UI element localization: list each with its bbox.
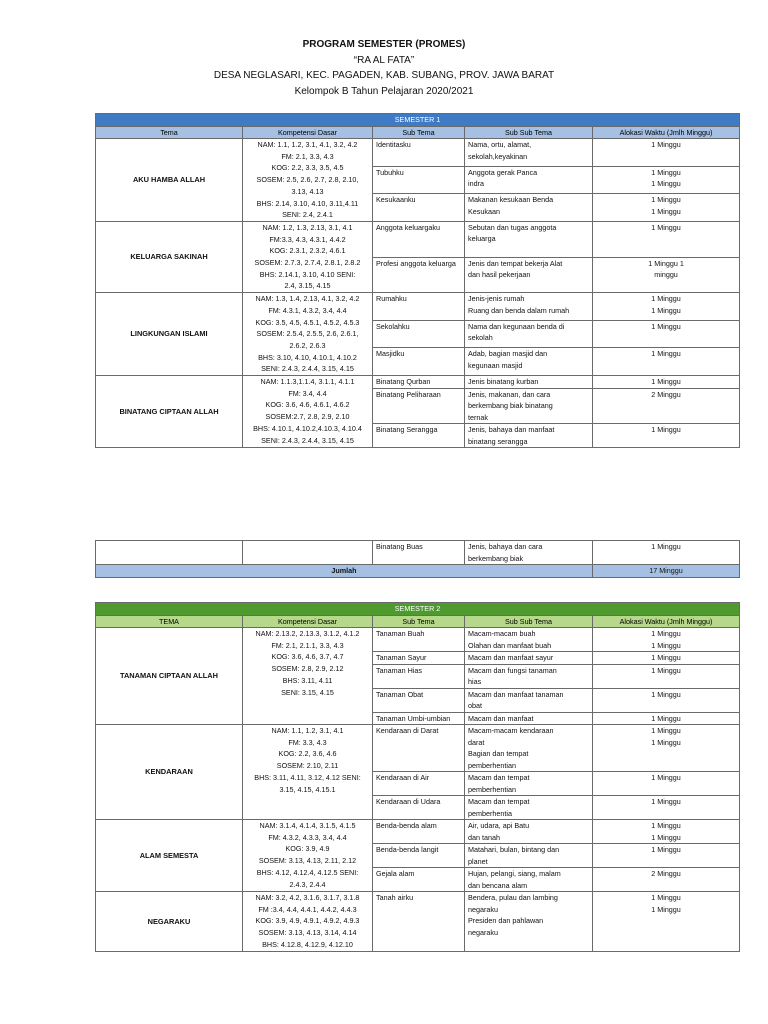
competency-list-line: BHS: 3.11, 4.11 <box>282 675 333 685</box>
sub-sub-theme-line: Nama dan kegunaan benda di <box>468 321 565 331</box>
sub-sub-theme <box>465 868 593 892</box>
semester-1-continuation-table <box>95 540 740 578</box>
sub-theme: Sekolahku <box>373 320 465 348</box>
competency-list-line: SENI: 2.4.3, 2.4.4, 3.15, 4.15 <box>261 435 354 445</box>
time-allocation <box>593 139 740 167</box>
sub-sub-theme-line: dan bencana alam <box>468 880 528 890</box>
theme-name: KENDARAAN <box>96 725 243 820</box>
sub-sub-theme-line: Jenis, bahaya dan manfaat <box>468 425 555 435</box>
sub-theme: Binatang Peliharaan <box>373 388 465 424</box>
sub-sub-theme-line: berkembang biak <box>468 553 524 563</box>
semester-1-band: SEMESTER 1 <box>96 114 740 127</box>
time-allocation-line: 1 Minggu <box>651 629 681 638</box>
time-allocation-line: 1 Minggu <box>651 195 681 205</box>
time-allocation-line: 2 Minggu <box>651 869 681 878</box>
sub-sub-theme-line: Nama, ortu, alamat, <box>468 140 532 149</box>
competency-list-line: SOSEM: 2.5.4, 2.5.5, 2.6, 2.6.1, <box>256 329 359 339</box>
time-allocation <box>593 376 740 389</box>
sub-sub-theme-line: Presiden dan pahlawan <box>468 916 544 925</box>
column-header: Sub Tema <box>373 126 465 139</box>
sub-sub-theme <box>465 725 593 772</box>
competency-list-empty <box>243 541 373 565</box>
column-header: Kompetensi Dasar <box>243 615 373 628</box>
sub-sub-theme-line: Jenis-jenis rumah <box>468 294 525 304</box>
sub-sub-theme <box>465 376 593 389</box>
competency-list-line: 2.6.2, 2.6.3 <box>289 340 326 350</box>
competency-list-line: NAM: 2.13.2, 2.13.3, 3.1.2, 4.1.2 <box>255 629 360 638</box>
time-allocation <box>593 320 740 348</box>
time-allocation <box>593 688 740 712</box>
sub-sub-theme <box>465 664 593 688</box>
sub-sub-theme-line: sekolah,keyakinan <box>468 151 528 161</box>
document-header <box>0 37 768 99</box>
time-allocation <box>593 257 740 293</box>
sub-sub-theme <box>465 688 593 712</box>
time-allocation-line: 1 Minggu <box>651 349 681 359</box>
time-allocation-line: 1 Minggu <box>651 206 681 216</box>
time-allocation-line: 1 Minggu <box>651 713 681 723</box>
sub-theme: Masjidku <box>373 348 465 376</box>
table-row <box>96 725 740 772</box>
table-row <box>96 820 740 844</box>
competency-list-line: KOG: 3.9, 4.9, 4.9.1, 4.9.2, 4.9.3 <box>255 916 360 926</box>
sub-sub-theme-line: planet <box>468 856 488 866</box>
sub-theme: Benda-benda langit <box>373 844 465 868</box>
competency-list-line: FM: 4.3.1, 4.3.2, 3.4, 4.4 <box>268 305 347 315</box>
competency-list-line: NAM: 3.1.4, 4.1.4, 3.1.5, 4.1.5 <box>259 821 356 830</box>
time-allocation-line: 1 Minggu <box>651 737 681 747</box>
competency-list-line: BHS: 2.14, 3.10, 4.10, 3.11,4.11 <box>256 198 359 208</box>
column-header: Sub Sub Tema <box>465 615 593 628</box>
competency-list-line: FM: 3.4, 4.4 <box>288 388 327 398</box>
theme-name: KELUARGA SAKINAH <box>96 221 243 292</box>
time-allocation-line: 1 Minggu <box>651 665 681 675</box>
time-allocation-line: 1 Minggu <box>651 140 681 149</box>
competency-list-line: BHS: 2.14.1, 3.10, 4.10 SENI: <box>259 269 356 279</box>
time-allocation <box>593 868 740 892</box>
sub-sub-theme-line: Air, udara, api Batu <box>468 821 530 830</box>
time-allocation <box>593 844 740 868</box>
competency-list-line: SOSEM: 2.8, 2.9, 2.12 <box>271 664 344 674</box>
column-header: Sub Sub Tema <box>465 126 593 139</box>
competency-list <box>243 892 373 952</box>
sub-theme: Tubuhku <box>373 166 465 194</box>
time-allocation <box>593 194 740 222</box>
semester-2-table <box>95 602 740 952</box>
time-allocation-line: minggu <box>654 270 678 280</box>
time-allocation-line: 2 Minggu <box>651 389 681 399</box>
sub-sub-theme <box>465 293 593 321</box>
sub-sub-theme-line: Sebutan dan tugas anggota <box>468 222 557 232</box>
sub-theme: Tanaman Umbi-umbian <box>373 712 465 725</box>
sub-sub-theme <box>465 320 593 348</box>
time-allocation <box>593 892 740 952</box>
sub-sub-theme <box>465 348 593 376</box>
time-allocation <box>593 388 740 424</box>
theme-name: AKU HAMBA ALLAH <box>96 139 243 222</box>
table-row <box>96 293 740 321</box>
sub-theme: Kendaraan di Darat <box>373 725 465 772</box>
sub-sub-theme-line: obat <box>468 701 482 710</box>
sub-sub-theme-line: Hujan, pelangi, siang, malam <box>468 869 561 878</box>
sub-theme: Binatang Buas <box>373 541 465 565</box>
sub-sub-theme-line: pemberhentian <box>468 784 516 794</box>
time-allocation <box>593 712 740 725</box>
time-allocation-line: 1 Minggu <box>651 797 681 806</box>
sub-sub-theme <box>465 194 593 222</box>
sub-sub-theme <box>465 772 593 796</box>
time-allocation-line: 1 Minggu <box>651 821 681 830</box>
sub-sub-theme-line: Macam dan tempat <box>468 797 530 806</box>
total-value: 17 Minggu <box>593 565 740 578</box>
sub-theme: Benda-benda alam <box>373 820 465 844</box>
time-allocation-line: 1 Minggu <box>651 425 681 435</box>
sub-theme: Kesukaanku <box>373 194 465 222</box>
competency-list-line: BHS: 3.11, 4.11, 3.12, 4.12 SENI: <box>254 772 361 782</box>
theme-name: NEGARAKU <box>96 892 243 952</box>
time-allocation <box>593 820 740 844</box>
sub-theme: Kendaraan di Udara <box>373 796 465 820</box>
competency-list-line: 2.4.3, 2.4.4 <box>289 879 326 889</box>
total-row <box>96 565 740 578</box>
sub-theme: Tanaman Buah <box>373 628 465 652</box>
time-allocation <box>593 664 740 688</box>
competency-list-line: KOG: 2.3.1, 2.3.2, 4.6.1 <box>269 246 346 256</box>
time-allocation-line: 1 Minggu <box>651 689 681 699</box>
competency-list-line: SENI: 2.4, 2.4.1 <box>282 210 333 220</box>
sub-sub-theme <box>465 221 593 257</box>
column-header: Kompetensi Dasar <box>243 126 373 139</box>
competency-list-line: BHS: 4.10.1, 4.10.2,4.10.3, 4.10.4 <box>253 423 362 433</box>
sub-sub-theme-line: negaraku <box>468 904 498 914</box>
competency-list-line: NAM: 1.1, 1.2, 3.1, 4.1, 3.2, 4.2 <box>257 140 358 149</box>
sub-theme: Identitasku <box>373 139 465 167</box>
sub-theme: Tanah airku <box>373 892 465 952</box>
competency-list <box>243 376 373 448</box>
competency-list-line: KOG: 3.9, 4.9 <box>285 844 330 854</box>
time-allocation-line: 1 Minggu <box>651 893 681 902</box>
time-allocation-line: 1 Minggu <box>651 321 681 331</box>
sub-theme: Tanaman Sayur <box>373 652 465 665</box>
table-row <box>96 541 740 565</box>
theme-name: LINGKUNGAN ISLAMI <box>96 293 243 376</box>
time-allocation-line: 1 Minggu <box>651 179 681 189</box>
competency-list <box>243 725 373 820</box>
sub-sub-theme-line: Jenis binatang kurban <box>468 377 539 387</box>
column-header: Alokasi Waktu (Jmlh Minggu) <box>593 126 740 139</box>
sub-sub-theme <box>465 541 593 565</box>
sub-sub-theme-line: Macam-macam buah <box>468 629 536 638</box>
sub-sub-theme-line: Macam dan manfaat sayur <box>468 653 554 662</box>
time-allocation <box>593 293 740 321</box>
time-allocation-line: 1 Minggu <box>651 222 681 232</box>
competency-list-line: NAM: 1.2, 1.3, 2.13, 3.1, 4.1 <box>262 222 353 232</box>
sub-sub-theme <box>465 820 593 844</box>
sub-sub-theme-line: Macam dan fungsi tanaman <box>468 665 557 675</box>
competency-list-line: SOSEM: 3.13, 4.13, 3.14, 4.14 <box>258 928 357 938</box>
competency-list-line: SOSEM: 2.10, 2.11 <box>276 761 339 771</box>
sub-sub-theme <box>465 712 593 725</box>
sub-theme: Gejala alam <box>373 868 465 892</box>
sub-sub-theme-line: Bendera, pulau dan lambing <box>468 893 558 902</box>
time-allocation <box>593 348 740 376</box>
competency-list-line: SENI: 3.15, 4.15 <box>281 687 334 697</box>
sub-sub-theme-line: dan hasil pekerjaan <box>468 270 531 280</box>
competency-list-line: BHS: 3.10, 4.10, 4.10.1, 4.10.2 <box>258 352 357 362</box>
theme-name: TANAMAN CIPTAAN ALLAH <box>96 628 243 725</box>
competency-list-line: BHS: 4.12, 4.12.4, 4.12.5 SENI: <box>256 867 359 877</box>
sub-sub-theme-line: Jenis, bahaya dan cara <box>468 542 543 551</box>
time-allocation <box>593 796 740 820</box>
time-allocation-line: 1 Minggu <box>651 305 681 315</box>
time-allocation-line: 1 Minggu <box>651 653 681 662</box>
sub-sub-theme <box>465 257 593 293</box>
competency-list-line: NAM: 1.1, 1.2, 3.1, 4.1 <box>271 726 344 735</box>
sub-sub-theme-line: Macam dan manfaat <box>468 713 534 723</box>
competency-list-line: FM: 4.3.2, 4.3.3, 3.4, 4.4 <box>268 832 347 842</box>
table-row <box>96 221 740 257</box>
competency-list-line: FM: 2.1, 3.3, 4.3 <box>281 151 334 161</box>
sub-sub-theme-line: Makanan kesukaan Benda <box>468 195 554 205</box>
column-header: Tema <box>96 126 243 139</box>
competency-list-line: SOSEM: 2.7.3, 2.7.4, 2.8.1, 2.8.2 <box>254 258 361 268</box>
competency-list <box>243 293 373 376</box>
sub-sub-theme <box>465 652 593 665</box>
sub-theme: Binatang Qurban <box>373 376 465 389</box>
time-allocation <box>593 652 740 665</box>
time-allocation-line: 1 Minggu <box>651 773 681 782</box>
time-allocation-line: 1 Minggu <box>651 640 681 650</box>
time-allocation-line: 1 Minggu <box>651 294 681 304</box>
sub-theme: Tanaman Hias <box>373 664 465 688</box>
sub-sub-theme-line: Bagian dan tempat <box>468 749 529 758</box>
time-allocation <box>593 628 740 652</box>
competency-list <box>243 820 373 892</box>
school-address: DESA NEGLASARI, KEC. PAGADEN, KAB. SUBANG, PROV. JAWA BARAT <box>213 70 555 81</box>
competency-list-line: 2.4, 3.15, 4.15 <box>284 281 331 291</box>
time-allocation-line: 1 Minggu <box>651 542 681 551</box>
semester-1-table <box>95 113 740 448</box>
competency-list <box>243 628 373 725</box>
table-row <box>96 892 740 952</box>
sub-theme: Tanaman Obat <box>373 688 465 712</box>
class-year: Kelompok B Tahun Pelajaran 2020/2021 <box>294 85 474 97</box>
table-row <box>96 139 740 167</box>
time-allocation <box>593 166 740 194</box>
sub-sub-theme <box>465 424 593 448</box>
sub-sub-theme-line: Matahari, bulan, bintang dan <box>468 845 560 854</box>
sub-sub-theme <box>465 139 593 167</box>
competency-list-line: FM :3.4, 4.4, 4.4.1, 4.4.2, 4.4.3 <box>258 904 357 914</box>
time-allocation-line: 1 Minggu <box>651 377 681 387</box>
sub-sub-theme <box>465 892 593 952</box>
theme-name: BINATANG CIPTAAN ALLAH <box>96 376 243 448</box>
sub-sub-theme <box>465 844 593 868</box>
sub-sub-theme-line: indra <box>468 179 484 189</box>
competency-list-line: SOSEM: 2.5, 2.6, 2.7, 2.8, 2.10, <box>256 175 359 185</box>
competency-list-line: 3.13, 4.13 <box>291 186 324 196</box>
competency-list-line: FM: 3.3, 4.3 <box>288 737 327 747</box>
competency-list-line: KOG: 2.2, 3.3, 3.5, 4.5 <box>271 163 344 173</box>
time-allocation-line: 1 Minggu 1 <box>648 258 684 268</box>
sub-sub-theme-line: Macam-macam kendaraan <box>468 726 554 735</box>
table-row <box>96 628 740 652</box>
sub-sub-theme-line: ternak <box>468 412 488 422</box>
competency-list-line: FM: 2.1, 2.1.1, 3.3, 4.3 <box>271 640 344 650</box>
sub-theme: Profesi anggota keluarga <box>373 257 465 293</box>
sub-sub-theme <box>465 796 593 820</box>
competency-list-line: FM:3.3, 4.3, 4.3.1, 4.4.2 <box>269 234 346 244</box>
document-title: PROGRAM SEMESTER (PROMES) <box>302 39 466 50</box>
time-allocation <box>593 541 740 565</box>
sub-theme: Anggota keluargaku <box>373 221 465 257</box>
sub-sub-theme-line: keluarga <box>468 234 496 244</box>
competency-list <box>243 139 373 222</box>
sub-sub-theme-line: hias <box>468 677 482 686</box>
competency-list-line: NAM: 3.2, 4.2, 3.1.6, 3.1.7, 3.1.8 <box>255 893 360 902</box>
sub-theme: Kendaraan di Air <box>373 772 465 796</box>
competency-list-line: NAM: 1.1.3,1.1.4, 3.1.1, 4.1.1 <box>260 377 355 387</box>
sub-sub-theme <box>465 628 593 652</box>
column-header: Sub Tema <box>373 615 465 628</box>
competency-list <box>243 221 373 292</box>
time-allocation-line: 1 Minggu <box>651 845 681 854</box>
time-allocation <box>593 424 740 448</box>
sub-sub-theme-line: negaraku <box>468 927 498 937</box>
time-allocation-line: 1 Minggu <box>651 832 681 842</box>
sub-sub-theme-line: binatang serangga <box>468 436 528 446</box>
sub-sub-theme-line: Macam dan tempat <box>468 773 530 782</box>
time-allocation-line: 1 Minggu <box>651 726 681 735</box>
time-allocation-line: 1 Minggu <box>651 904 681 914</box>
sub-sub-theme-line: kegunaan masjid <box>468 360 523 370</box>
sub-sub-theme-line: Jenis dan tempat bekerja Alat <box>468 258 563 268</box>
theme-name-empty <box>96 541 243 565</box>
sub-sub-theme-line: dan tanah <box>468 832 500 842</box>
sub-theme: Rumahku <box>373 293 465 321</box>
competency-list-line: 3.15, 4.15, 4.15.1 <box>279 784 336 794</box>
sub-sub-theme-line: Ruang dan benda dalam rumah <box>468 305 570 315</box>
competency-list-line: KOG: 3.6, 4.6, 4.6.1, 4.6.2 <box>265 400 350 410</box>
column-header: Alokasi Waktu (Jmlh Minggu) <box>593 615 740 628</box>
sub-sub-theme-line: pemberhentian <box>468 760 516 770</box>
table-row <box>96 376 740 389</box>
sub-sub-theme-line: Jenis, makanan, dan cara <box>468 389 551 399</box>
time-allocation <box>593 221 740 257</box>
sub-sub-theme-line: darat <box>468 737 485 747</box>
total-label: Jumlah <box>96 565 593 578</box>
competency-list-line: KOG: 3.5, 4.5, 4.5.1, 4.5.2, 4.5.3 <box>255 317 360 327</box>
competency-list-line: KOG: 2.2, 3.6, 4.6 <box>278 749 337 759</box>
sub-sub-theme-line: Adab, bagian masjid dan <box>468 349 548 359</box>
competency-list-line: BHS: 4.12.8, 4.12.9, 4.12.10 <box>262 939 353 949</box>
competency-list-line: SOSEM:2.7, 2.8, 2.9, 2.10 <box>265 412 350 422</box>
school-name: “RA AL FATA” <box>353 54 415 66</box>
sub-sub-theme-line: berkembang biak binatang <box>468 401 553 411</box>
time-allocation <box>593 772 740 796</box>
sub-theme: Binatang Serangga <box>373 424 465 448</box>
time-allocation-line: 1 Minggu <box>651 167 681 177</box>
competency-list-line: KOG: 3.6, 4.6, 3.7, 4.7 <box>271 652 344 662</box>
sub-sub-theme-line: Kesukaan <box>468 206 500 216</box>
sub-sub-theme <box>465 166 593 194</box>
sub-sub-theme-line: Olahan dan manfaat buah <box>468 640 552 650</box>
sub-sub-theme-line: Macam dan manfaat tanaman <box>468 689 564 699</box>
time-allocation <box>593 725 740 772</box>
sub-sub-theme-line: Anggota gerak Panca <box>468 167 538 177</box>
semester-2-band: SEMESTER 2 <box>96 603 740 616</box>
competency-list-line: SENI: 2.4.3, 2.4.4, 3.15, 4.15 <box>261 364 354 374</box>
column-header: TEMA <box>96 615 243 628</box>
sub-sub-theme <box>465 388 593 424</box>
theme-name: ALAM SEMESTA <box>96 820 243 892</box>
sub-sub-theme-line: pemberhentia <box>468 808 512 818</box>
competency-list-line: SOSEM: 3.13, 4.13, 2.11, 2.12 <box>258 856 357 866</box>
competency-list-line: NAM: 1.3, 1.4, 2.13, 4.1, 3.2, 4.2 <box>255 294 360 304</box>
sub-sub-theme-line: sekolah <box>468 333 493 343</box>
